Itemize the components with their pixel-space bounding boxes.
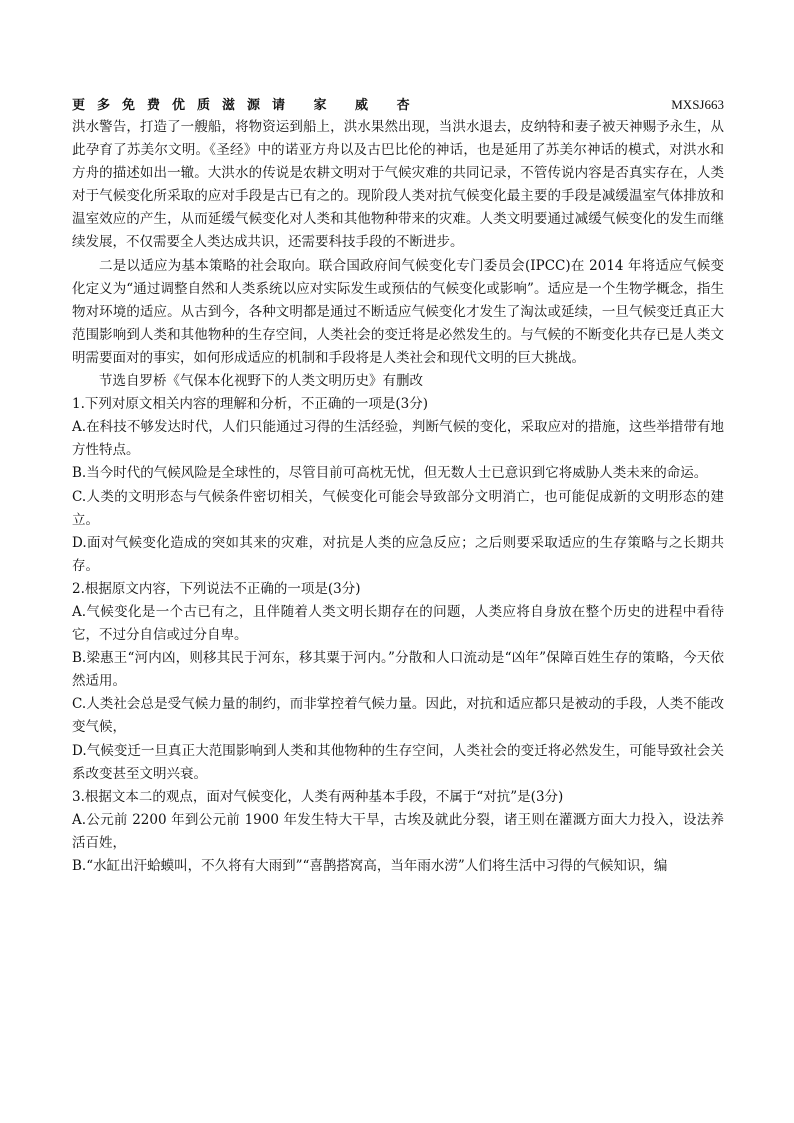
header-code: MXSJ663 [671, 97, 724, 112]
question-1-stem: 1.下列对原文相关内容的理解和分析，不正确的一项是(3分) [72, 396, 429, 413]
paragraph-continuation: 洪水警告，打造了一艘船，将物资运到船上，洪水果然出现，当洪水退去，皮纳特和妻子被天神赐予永生，从此孕育了苏美尔文明。《圣经》中的诺亚方舟以及古巴比伦的神话，也是延用了苏美尔神话的模式，对洪水和方舟的描述如出一辙。大洪水的传说是农耕文明对于气候灾难的共同记录，不管传说内容是否真实存在，人类对于气候变化所采取的应对手段是古已有之的。现阶段人类对抗气候变化最主要的手段是减缓温室气体排放和温室效应的产生，从而延缓气候变化对人类和其他物种带来的灾难。人类文明要通过减缓气候变化的发生而继续发展，不仅需要全人类达成共识，还需要科技手段的不断进步。 [72, 119, 724, 251]
question-1-option-c: C.人类的文明形态与气候条件密切相关，气候变化可能会导致部分文明消亡，也可能促成新的文明形态的建立。 [72, 488, 724, 528]
question-2-option-a: A.气候变化是一个古已有之，且伴随着人类文明长期存在的问题，人类应将自身放在整个历史的进程中看待它，不过分自信或过分自卑。 [72, 603, 724, 644]
question-3-option-a: A.公元前 2200 年到公元前 1900 年发生特大干旱，古埃及就此分裂，诸王则在灌溉方面大力投入，设法养活百姓， [72, 811, 724, 851]
question-2-option-b: B.梁惠王“河内凶，则移其民于河东，移其粟于河内。”分散和人口流动是“凶年”保障百姓生存的策略，今天依然适用。 [72, 650, 724, 690]
question-3-stem: 3.根据文本二的观点，面对气候变化，人类有两种基本手段，不属于“对抗”是(3分) [72, 788, 564, 805]
question-1-option-d: D.面对气候变化造成的突如其来的灾难，对抗是人类的应急反应；之后则要采取适应的生存策略与之长期共存。 [72, 534, 724, 574]
question-1-option-b: B.当今时代的气候风险是全球性的，尽管目前可高枕无忧，但无数人士已意识到它将威胁人类未来的命运。 [72, 465, 708, 482]
source-citation: 节选自罗桥《气保本化视野下的人类文明历史》有删改 [99, 373, 423, 390]
document-page [72, 94, 724, 878]
question-2-option-d: D.气候变迁一旦真正大范围影响到人类和其他物种的生存空间，人类社会的变迁将必然发生，可能导致社会关系改变甚至文明兴衰。 [72, 742, 724, 782]
paragraph-adaptation: 二是以适应为基本策略的社会取向。联合国政府间气候变化专门委员会(IPCC)在 2014 年将适应气候变化定义为“通过调整自然和人类系统以应对实际发生或预估的气候变化或影响”。适应是一个生物学概念，指生物对环境的适应。从古到今，各种文明都是通过不断适应气候变化才发生了淘汰或延续，一旦气候变迁真正大范围影响到人类和其他物种的生存空间，人类社会的变迁将是必然发生的。与气候的不断变化共存已是人类文明需要面对的事实，如何形成适应的机制和手段将是人类社会和现代文明的巨大挑战。 [72, 257, 724, 366]
question-2-option-c: C.人类社会总是受气候力量的制约，而非掌控着气候力量。因此，对抗和适应都只是被动的手段，人类不能改变气候， [72, 696, 724, 736]
question-2-stem: 2.根据原文内容，下列说法不正确的一项是(3分) [72, 580, 361, 597]
question-1-option-a: A.在科技不够发达时代，人们只能通过习得的生活经验，判断气候的变化，采取应对的措施，这些举措带有地方性特点。 [72, 419, 724, 459]
document-body [72, 116, 724, 878]
header-watermark-text: 更多免费优质滋源请 家 威 杏 [72, 98, 422, 113]
page-header [72, 94, 724, 116]
question-3-option-b: B.“水缸出汗蛤蟆叫，不久将有大雨到”“喜鹊搭窝高，当年雨水涝”人们将生活中习得的气候知识，编 [72, 858, 668, 874]
